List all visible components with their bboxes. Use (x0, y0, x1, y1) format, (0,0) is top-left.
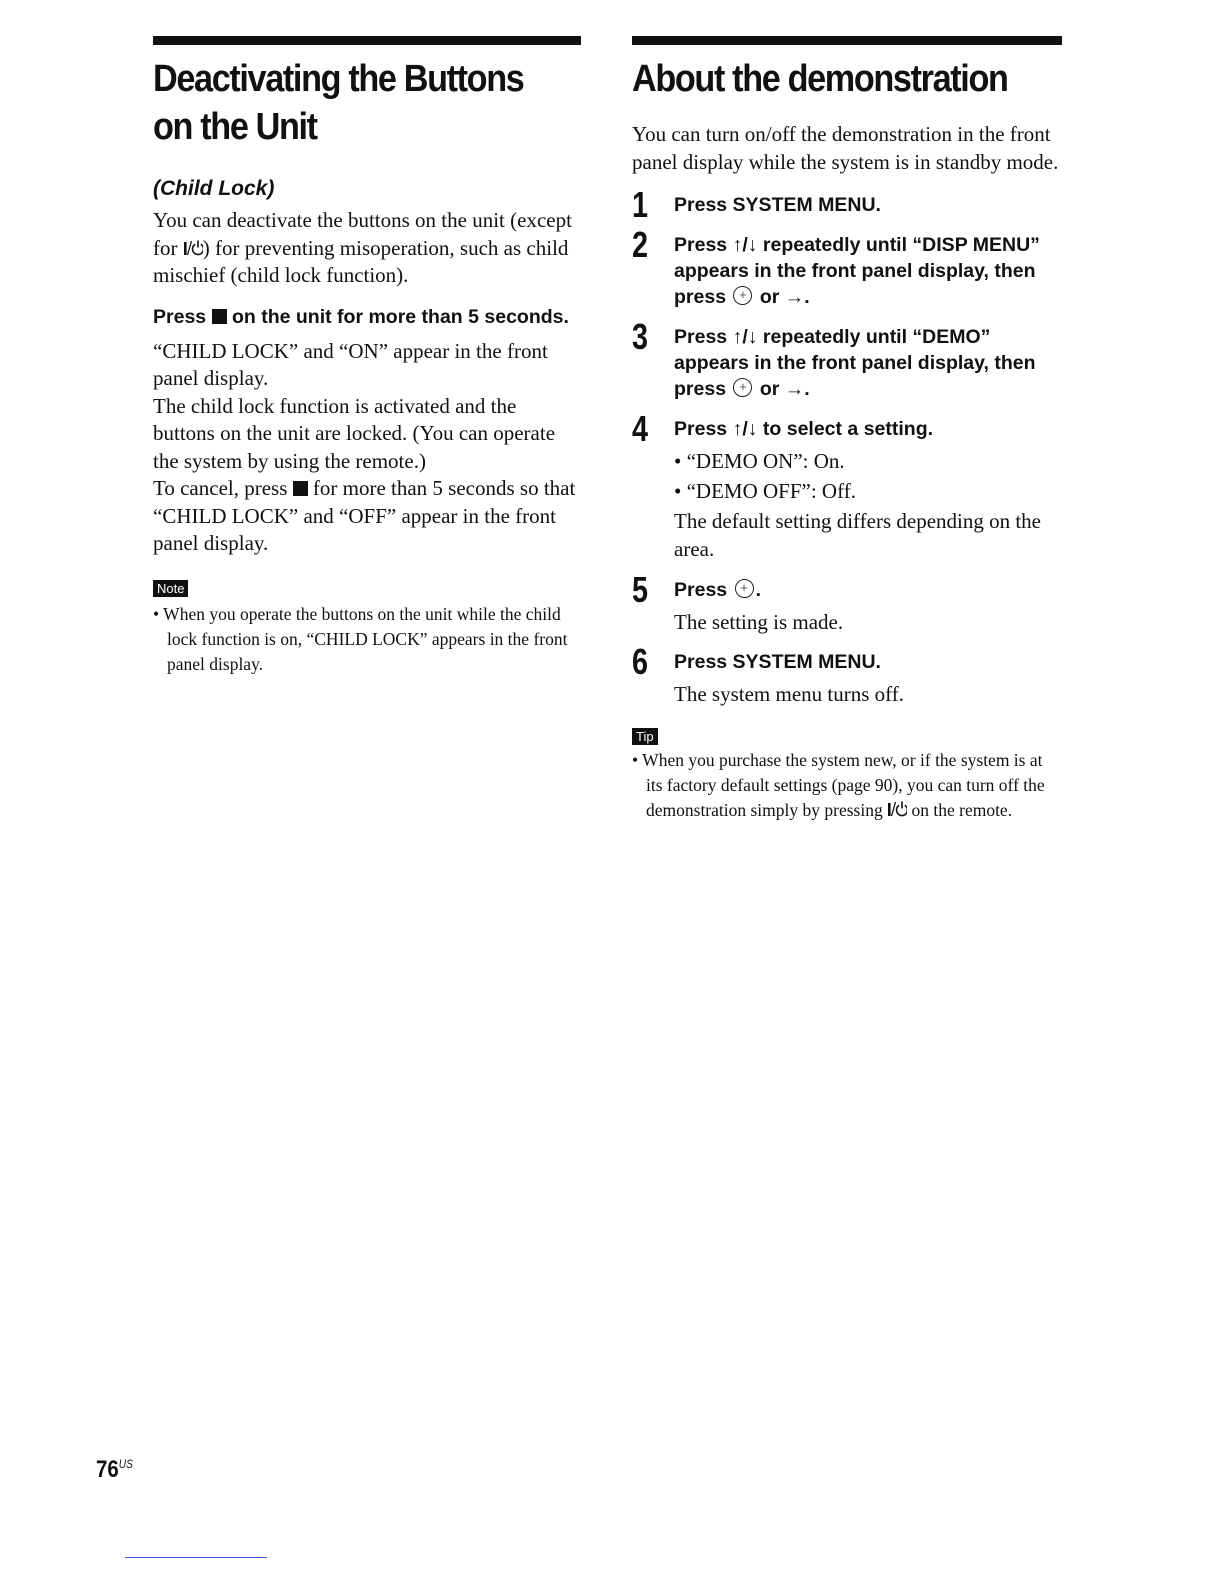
para-child-lock-activated: The child lock function is activated and the buttons on the unit are locked. (You can operate the system by using the remote.) (153, 393, 556, 473)
enter-button-icon (733, 286, 752, 305)
instruction-press-stop (153, 304, 581, 330)
step-number: 5 (632, 569, 649, 610)
power-icon (887, 799, 907, 819)
page-number-value: 76 (96, 1456, 119, 1483)
step-5 (632, 569, 1062, 637)
step-text: . (804, 378, 810, 400)
page-region: US (118, 1457, 133, 1471)
cancel-text-b: for more than 5 seconds so that “CHILD LOCK” and “OFF” appear in the front panel display. (153, 476, 576, 555)
step-text: Press (674, 579, 733, 601)
tip-text-a: • When you purchase the system new, or if the system is at its factory default settings (page 90), you can turn off the demonstration simply by pressing (632, 750, 1045, 820)
instruction-text-b: on the unit for more than 5 seconds. (226, 305, 569, 328)
step-text: to select a setting. (757, 418, 934, 440)
step-text: or (754, 378, 785, 400)
step-text: repeatedly until “DEMO” appears in the front panel display, then press (674, 326, 1036, 400)
intro-text-a: You can deactivate the buttons on the unit (except for (153, 208, 572, 260)
step-detail: The default setting differs depending on the area. (674, 509, 1042, 561)
tip-text (632, 748, 1062, 823)
tip-badge: Tip (632, 728, 658, 745)
step-text: Press (674, 418, 733, 440)
up-down-arrows-icon: ↑/↓ (732, 326, 758, 348)
page-number (96, 1456, 133, 1484)
right-arrow-icon: → (784, 378, 805, 400)
step-number: 3 (632, 316, 649, 357)
step-instruction (674, 577, 1062, 603)
stop-icon (293, 481, 308, 496)
note-text: • When you operate the buttons on the unit while the child lock function is on, “CHILD LOCK” appears in the front panel display. (153, 603, 568, 674)
section-rule (153, 36, 581, 45)
step-text: or (754, 286, 785, 308)
para-cancel (153, 475, 581, 558)
right-arrow-icon: → (784, 286, 805, 308)
stop-icon (212, 309, 227, 324)
option-demo-off: • “DEMO OFF”: Off. (674, 479, 856, 503)
intro-paragraph (153, 207, 581, 290)
section-title-demonstration: About the demonstration (632, 58, 1008, 100)
power-icon (183, 238, 203, 258)
step-number: 1 (632, 184, 649, 225)
step-number: 4 (632, 408, 649, 449)
step-text: Press (674, 326, 733, 348)
section-title-child-lock: Deactivating the Buttons on the Unit (153, 58, 524, 148)
step-number: 6 (632, 640, 649, 682)
step-instruction (674, 324, 1062, 402)
step-text: Press (674, 234, 733, 256)
step-instruction (674, 416, 1062, 442)
para-child-lock-on: “CHILD LOCK” and “ON” appear in the front panel display. (153, 338, 548, 390)
note-block (153, 580, 581, 677)
demo-intro: You can turn on/off the demonstration in the front panel display while the system is in standby mode. (632, 122, 1059, 174)
footer-divider (125, 1557, 267, 1558)
tip-block (632, 728, 1062, 823)
step-3 (632, 316, 1062, 402)
note-badge: Note (153, 580, 188, 597)
step-instruction: Press SYSTEM MENU. (674, 194, 881, 216)
step-detail: The system menu turns off. (674, 681, 904, 706)
step-text: repeatedly until “DISP MENU” appears in the front panel display, then press (674, 234, 1040, 308)
step-2 (632, 224, 1062, 310)
step-instruction (674, 232, 1062, 310)
step-1 (632, 184, 1062, 225)
step-text: . (804, 286, 810, 308)
section-rule (632, 36, 1062, 45)
intro-text-b: ) for preventing misoperation, such as child mischief (child lock function). (153, 235, 569, 287)
step-4 (632, 408, 1062, 563)
left-column (153, 36, 581, 677)
step-text: . (755, 579, 761, 601)
tip-text-b: on the remote. (907, 800, 1013, 820)
up-down-arrows-icon: ↑/↓ (732, 418, 758, 440)
up-down-arrows-icon: ↑/↓ (732, 234, 758, 256)
cancel-text-a: To cancel, press (153, 476, 293, 500)
enter-button-icon (733, 378, 752, 397)
step-number: 2 (632, 224, 649, 265)
right-column (632, 36, 1062, 823)
step-instruction: Press SYSTEM MENU. (674, 650, 881, 673)
step-detail: The setting is made. (674, 610, 844, 634)
instruction-text-a: Press (153, 305, 212, 328)
step-6 (632, 640, 1062, 709)
option-demo-on: • “DEMO ON”: On. (674, 449, 845, 473)
enter-button-icon (735, 579, 754, 598)
subtitle-child-lock: (Child Lock) (153, 177, 275, 200)
